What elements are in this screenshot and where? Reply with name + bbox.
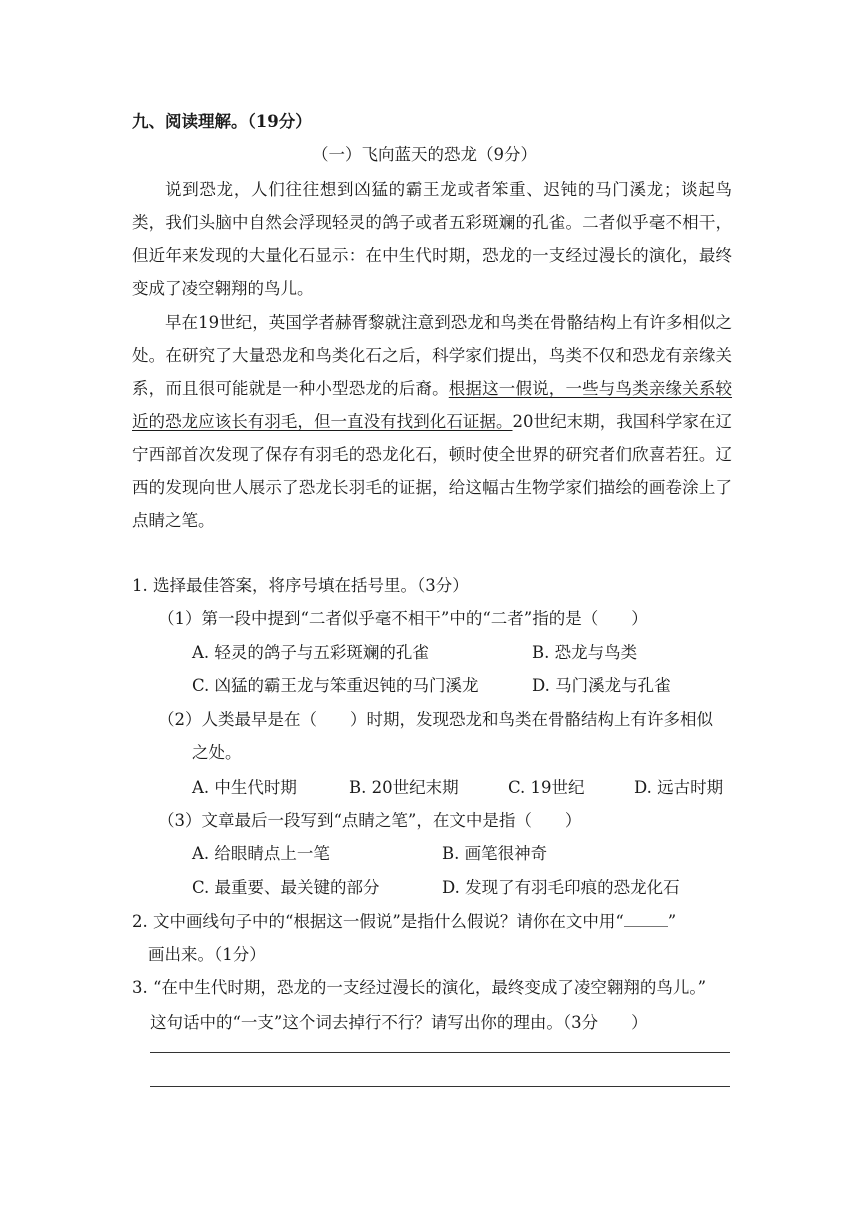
passage-paragraph-1: 说到恐龙，人们往往想到凶猛的霸王龙或者笨重、迟钝的马门溪龙；谈起鸟类，我们头脑中自然会浮现轻灵的鸽子或者五彩斑斓的孔雀。二者似乎毫不相干，但近年来发现的大量化石显示：在中生代时期，恐龙的一支经过漫长的演化，最终变成了凌空翱翔的鸟儿。 xyxy=(132,180,732,298)
question-1-3-stem: （3）文章最后一段写到“点睛之笔”，在文中是指（ ） xyxy=(158,811,582,830)
question-1-1-option-b: B. 恐龙与鸟类 xyxy=(532,643,638,662)
question-1-3-option-d: D. 发现了有羽毛印痕的恐龙化石 xyxy=(442,878,680,897)
question-3-line-2: 这句话中的“一支”这个词去掉行不行？请写出你的理由。（3分 ） xyxy=(150,1013,648,1032)
section-title: 九、阅读理解。（19分） xyxy=(132,112,312,131)
question-2-close-quote: ” xyxy=(667,912,677,931)
question-2-line-1 xyxy=(132,910,676,934)
answer-line-2[interactable] xyxy=(150,1086,730,1087)
question-1-stem: 1. 选择最佳答案，将序号填在括号里。（3分） xyxy=(132,576,469,595)
question-1-2-option-a: A. 中生代时期 xyxy=(192,778,297,797)
question-2-text: 2. 文中画线句子中的“根据这一假说”是指什么假说？请你在文中用“ xyxy=(132,912,624,931)
question-1-3-option-b: B. 画笔很神奇 xyxy=(442,844,548,863)
question-1-2-stem-continued: 之处。 xyxy=(192,743,242,762)
passage-subtitle: （一）飞向蓝天的恐龙（9分） xyxy=(312,145,537,164)
question-1-2-option-d: D. 远古时期 xyxy=(634,778,724,797)
underlined-sentence: 根据这一假说，一些与鸟类亲缘关系较近的恐龙应该长有羽毛，但一直没有找到化石证据。 xyxy=(132,379,733,431)
question-2-line-2: 画出来。（1分） xyxy=(148,945,266,964)
question-1-2-stem: （2）人类最早是在（ ）时期，发现恐龙和鸟类在骨骼结构上有许多相似 xyxy=(158,710,713,729)
question-1-3-option-c: C. 最重要、最关键的部分 xyxy=(192,878,380,897)
paragraph-2-text-before: 早在19世纪，英国学者赫胥黎就注意到恐龙和鸟类在骨骼结构上有许多相似之处。在研究了大量恐龙和鸟类化石之后，科学家们提出，鸟类不仅和恐龙有亲缘关系，而且很可能就是一种小型恐龙的后裔。 xyxy=(132,313,732,398)
question-1-3-option-a: A. 给眼睛点上一笔 xyxy=(192,844,330,863)
passage-paragraph-2 xyxy=(132,306,732,537)
underline-marker-blank xyxy=(624,912,668,927)
question-1-1-option-d: D. 马门溪龙与孔雀 xyxy=(532,676,671,695)
answer-line-1[interactable] xyxy=(150,1052,730,1053)
question-1-2-option-b: B. 20世纪末期 xyxy=(349,778,459,797)
question-1-1-option-a: A. 轻灵的鸽子与五彩斑斓的孔雀 xyxy=(192,643,429,662)
paragraph-2-text-after: 20世纪末期，我国科学家在辽宁西部首次发现了保存有羽毛的恐龙化石，顿时使全世界的研究者们欣喜若狂。辽西的发现向世人展示了恐龙长羽毛的证据，给这幅古生物学家们描绘的画卷涂上了点睛之笔。 xyxy=(132,412,733,530)
question-3-line-1: 3. “在中生代时期，恐龙的一支经过漫长的演化，最终变成了凌空翱翔的鸟儿。” xyxy=(132,978,707,997)
question-1-1-option-c: C. 凶猛的霸王龙与笨重迟钝的马门溪龙 xyxy=(192,676,479,695)
question-1-2-option-c: C. 19世纪 xyxy=(508,778,585,797)
question-1-1-stem: （1）第一段中提到“二者似乎毫不相干”中的“二者”指的是（ ） xyxy=(158,609,648,628)
